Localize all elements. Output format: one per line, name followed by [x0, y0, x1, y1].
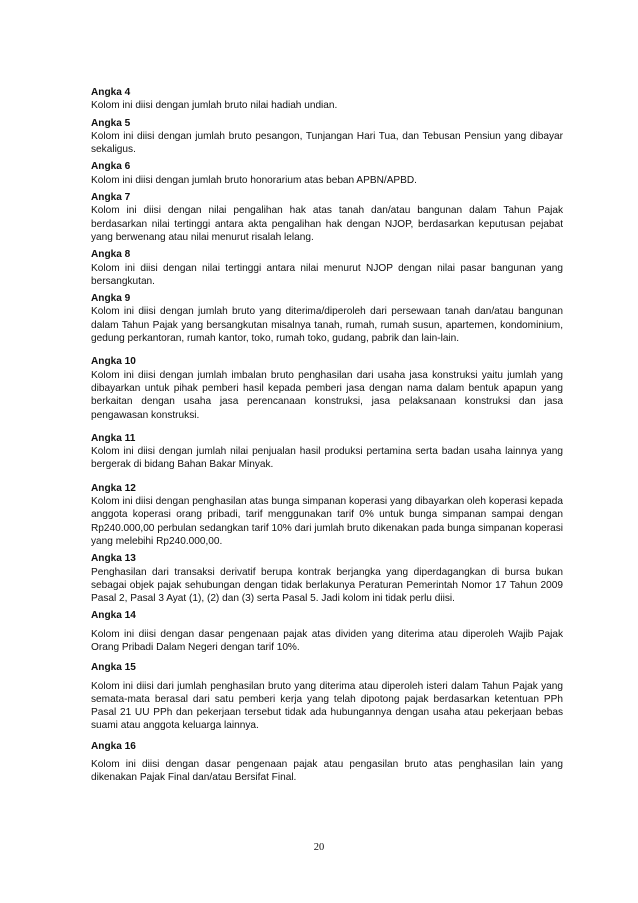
section-angka-8 [91, 248, 563, 288]
section-text: Kolom ini diisi dengan jumlah bruto yang diterima/diperoleh dari persewaan tanah dan/atau bangunan dalam Tahun Pajak yang bersangkutan misalnya tanah, rumah, rumah susun, apartemen, kondominium, gedung perkantoran, rumah kantor, toko, rumah toko, gudang, pabrik dan lain-lain. [91, 306, 563, 345]
section-text: Kolom ini diisi dengan dasar pengenaan pajak atas dividen yang diterima atau diperoleh Wajib Pajak Orang Pribadi Dalam Negeri dengan tarif 10%. [91, 628, 563, 653]
section-text: Kolom ini diisi dengan jumlah bruto pesangon, Tunjangan Hari Tua, dan Tebusan Pensiun yang dibayar sekaligus. [91, 130, 563, 156]
section-angka-6 [91, 160, 563, 187]
section-heading: Angka 8 [91, 249, 131, 261]
section-text: Penghasilan dari transaksi derivatif berupa kontrak berjangka yang diperdagangkan di bursa bukan sebagai objek pajak sehubungan dengan tidak berlakunya Peraturan Pemerintah Nomor 17 Tahun 2009 Pasal 2, Pasal 3 Ayat (1), (2) dan (3) serta Pasal 5. Jadi kolom ini tidak perlu diisi. [91, 566, 563, 605]
document-body [91, 86, 563, 789]
section-heading: Angka 12 [91, 482, 136, 494]
section-text: Kolom ini diisi dengan jumlah imbalan bruto penghasilan dari usaha jasa konstruksi yaitu jumlah yang dibayarkan untuk pihak pemberi hasil kepada pemberi jasa dengan nama dalam bentuk apapun yang berkaitan dengan usaha jasa perencanaan konstruksi, jasa pelaksanaan konstruksi dan jasa pengawasan konstruksi. [91, 369, 563, 421]
section-heading: Angka 4 [91, 87, 131, 98]
section-angka-5 [91, 117, 563, 157]
section-text: Kolom ini diisi dari jumlah penghasilan bruto yang diterima atau diperoleh isteri dalam Tahun Pajak yang semata-mata berasal dari satu pemberi kerja yang telah dipotong pajak berdasarkan ketentuan PPh Pasal 21 UU PPh dan pekerjaan tersebut tidak ada hubungannya dengan usaha atau pekerjaan bebas suami atau anggota keluarga lainnya. [91, 680, 563, 732]
section-angka-14 [91, 609, 563, 654]
section-heading: Angka 5 [91, 117, 131, 129]
section-heading: Angka 9 [91, 293, 131, 305]
section-heading: Angka 16 [91, 740, 136, 752]
section-angka-7 [91, 191, 563, 244]
section-text: Kolom ini diisi dengan jumlah bruto nilai hadiah undian. [91, 100, 338, 112]
section-angka-4 [91, 86, 563, 113]
section-heading: Angka 14 [91, 610, 136, 622]
section-heading: Angka 7 [91, 192, 131, 204]
section-heading: Angka 6 [91, 161, 131, 173]
section-angka-13 [91, 552, 563, 605]
section-text: Kolom ini diisi dengan nilai pengalihan hak atas tanah dan/atau bangunan dalam Tahun Pajak berdasarkan nilai tertinggi antara akta pengalihan hak dengan NJOP, berdasarkan keputusan pejabat yang berwenang atau nilai menurut risalah lelang. [91, 205, 563, 243]
section-text: Kolom ini diisi dengan jumlah bruto honorarium atas beban APBN/APBD. [91, 174, 417, 186]
section-angka-9 [91, 292, 563, 345]
section-text: Kolom ini diisi dengan jumlah nilai penjualan hasil produksi pertamina serta badan usaha lainnya yang bergerak di bidang Bahan Bakar Minyak. [91, 446, 563, 471]
section-angka-15 [91, 661, 563, 732]
section-heading: Angka 15 [91, 662, 136, 674]
section-heading: Angka 11 [91, 432, 136, 444]
section-text: Kolom ini diisi dengan nilai tertinggi antara nilai menurut NJOP dengan nilai pasar bangunan yang bersangkutan. [91, 262, 563, 287]
section-angka-16 [91, 740, 563, 785]
section-angka-11 [91, 432, 563, 472]
section-heading: Angka 10 [91, 356, 136, 368]
section-angka-12 [91, 482, 563, 548]
section-text: Kolom ini diisi dengan penghasilan atas bunga simpanan koperasi yang dibayarkan oleh koperasi kepada anggota koperasi orang pribadi, tarif menggunakan tarif 0% untuk bunga simpanan sampai dengan Rp240.000,00 perbulan sedangkan tarif 10% dari jumlah bruto dikenakan pada bunga simpanan koperasi yang melebihi Rp240.000,00. [91, 496, 563, 547]
page-number: 20 [313, 842, 325, 853]
section-heading: Angka 13 [91, 553, 136, 565]
section-text: Kolom ini diisi dengan dasar pengenaan pajak atau pengasilan bruto atas penghasilan lain yang dikenakan Pajak Final dan/atau Bersifat Final. [91, 759, 563, 784]
section-angka-10 [91, 355, 563, 421]
